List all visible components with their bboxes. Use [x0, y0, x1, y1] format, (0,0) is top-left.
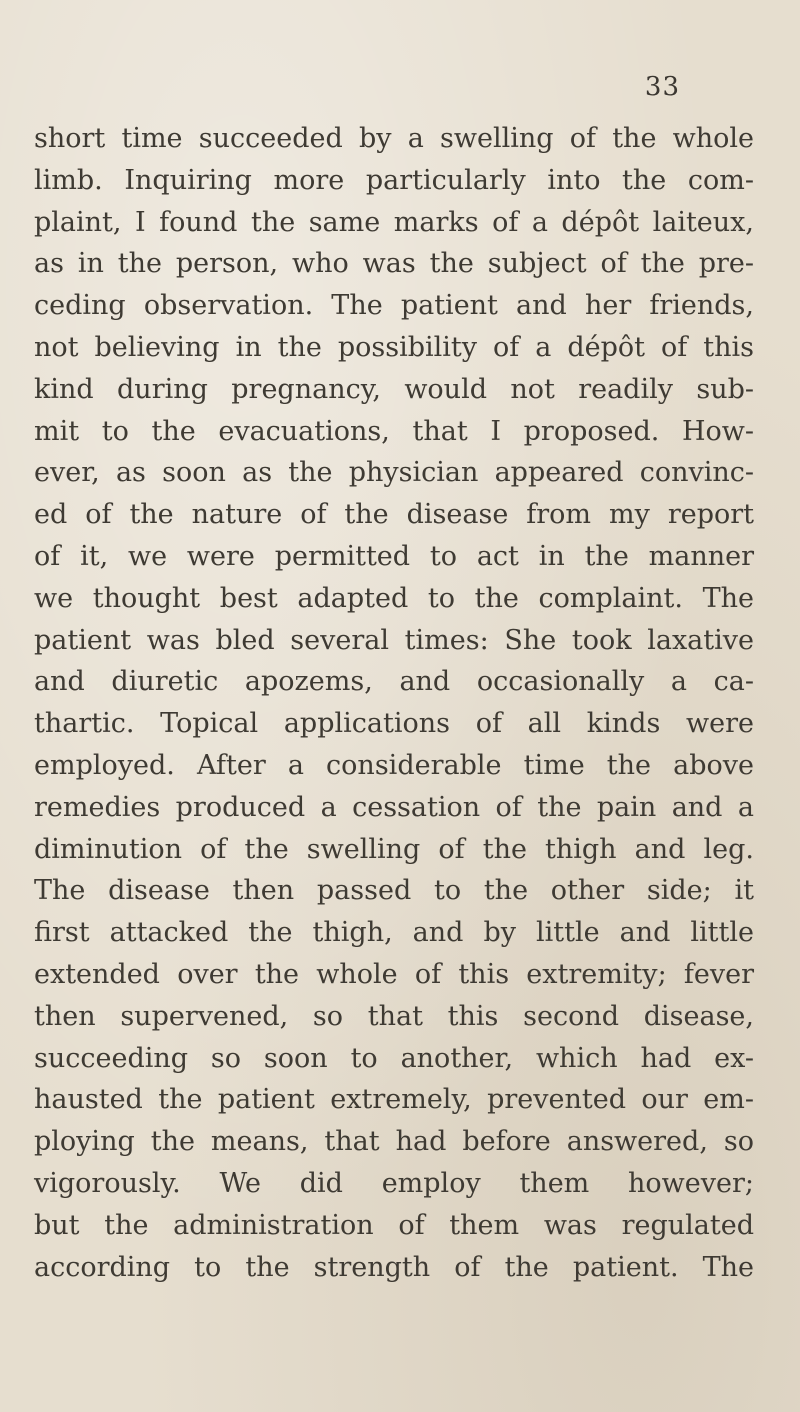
- text-line: and diuretic apozems, and occasionally a ca-: [34, 666, 754, 698]
- text-line: ed of the nature of the disease from my report: [34, 499, 754, 531]
- text-line: as in the person, who was the subject of the pre-: [34, 248, 754, 280]
- text-line: short time succeeded by a swelling of the whole: [34, 123, 754, 154]
- text-line: The disease then passed to the other side; it: [34, 875, 754, 907]
- text-line: vigorously. We did employ them however;: [34, 1167, 754, 1199]
- text-line: of it, we were permitted to act in the manner: [34, 540, 754, 572]
- text-line: mit to the evacuations, that I proposed. How-: [34, 415, 754, 447]
- text-line: ever, as soon as the physician appeared convinc-: [34, 457, 754, 489]
- text-line: first attacked the thigh, and by little and little: [34, 917, 754, 949]
- body-text: [34, 118, 754, 1288]
- text-line: patient was bled several times: She took laxative: [34, 624, 754, 656]
- text-line: limb. Inquiring more particularly into the com-: [34, 164, 754, 196]
- text-line: kind during pregnancy, would not readily sub-: [34, 373, 754, 405]
- text-line: extended over the whole of this extremity; fever: [34, 958, 754, 990]
- text-line: ploying the means, that had before answered, so: [34, 1126, 754, 1158]
- text-line: but the administration of them was regulated: [34, 1209, 754, 1241]
- text-line: hausted the patient extremely, prevented our em-: [34, 1084, 754, 1116]
- text-line: we thought best adapted to the complaint. The: [34, 582, 754, 614]
- text-line: succeeding so soon to another, which had ex-: [34, 1042, 754, 1074]
- text-line: remedies produced a cessation of the pain and a: [34, 791, 754, 823]
- text-line: diminution of the swelling of the thigh and leg.: [34, 833, 754, 865]
- text-line: then supervened, so that this second disease,: [34, 1000, 754, 1032]
- text-line: thartic. Topical applications of all kinds were: [34, 708, 754, 740]
- text-line: employed. After a considerable time the above: [34, 749, 754, 781]
- text-line: according to the strength of the patient. The: [34, 1251, 754, 1283]
- text-line: ceding observation. The patient and her friends,: [34, 290, 754, 322]
- text-line: plaint, I found the same marks of a dépôt laiteux,: [34, 206, 754, 238]
- text-line: not believing in the possibility of a dépôt of this: [34, 331, 754, 363]
- page-number: 33: [644, 72, 680, 102]
